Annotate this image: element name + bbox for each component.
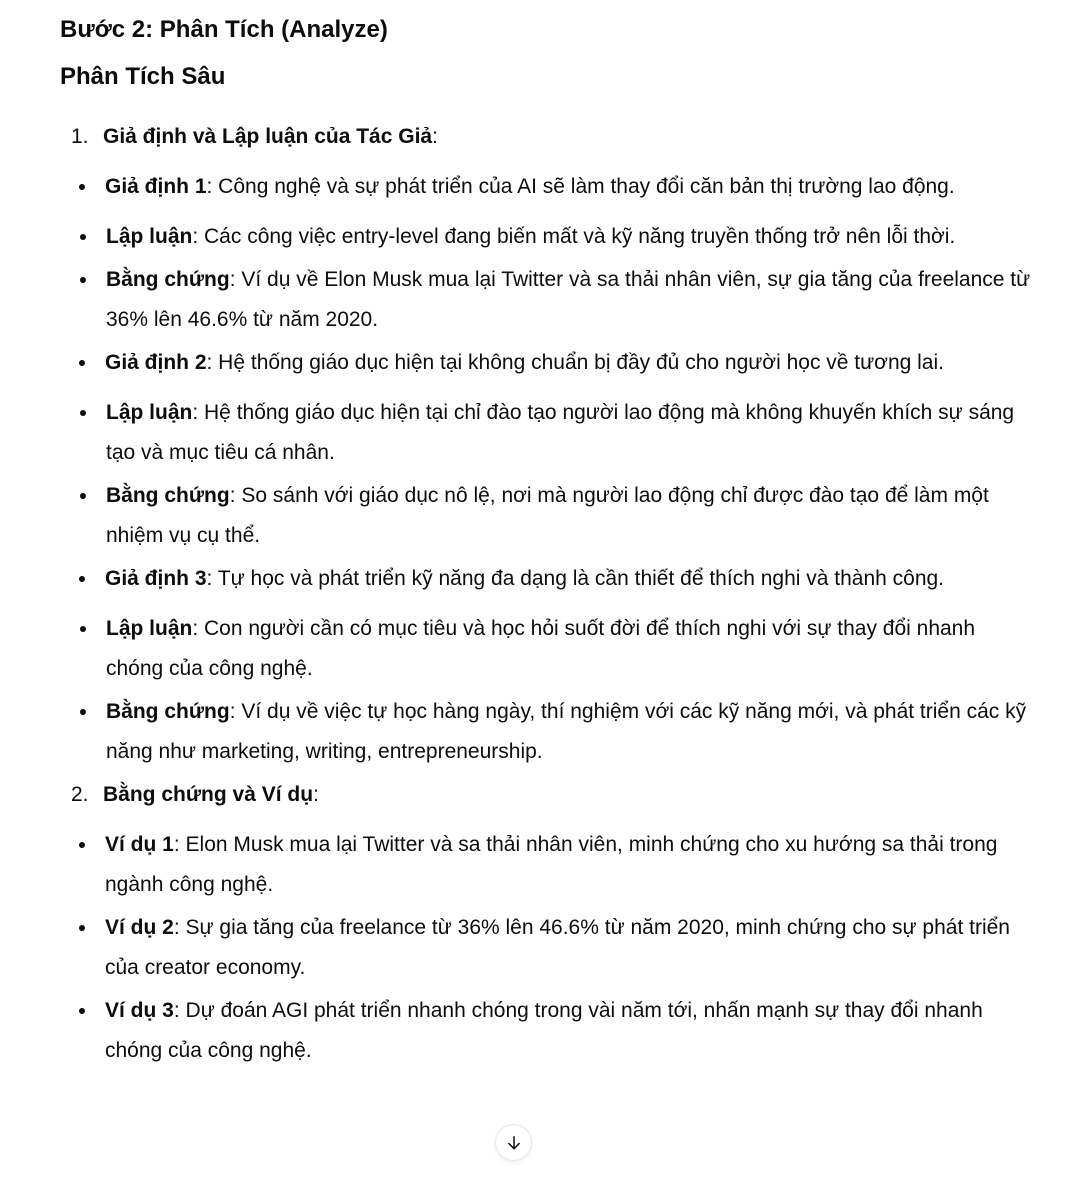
bullet-icon: [79, 925, 85, 931]
bullet-icon: [79, 1008, 85, 1014]
item-label: Lập luận: [106, 401, 193, 424]
list-item-row: [60, 343, 1035, 383]
item-text: [105, 343, 1035, 383]
list-item-row: [60, 117, 1035, 157]
list-item-row: [60, 217, 1035, 257]
list-item-row: [60, 991, 1035, 1071]
sub-list: [60, 393, 1035, 556]
list-item: [60, 559, 1035, 772]
bullet-icon: [79, 360, 85, 366]
bullet-marker: [60, 609, 106, 632]
item-label: Bằng chứng và Ví dụ: [103, 783, 314, 806]
sub-list: [60, 167, 1035, 772]
bullet-marker: [60, 692, 106, 715]
list-item: [60, 393, 1035, 473]
bullet-marker: [60, 343, 105, 366]
bullet-icon: [79, 576, 85, 582]
document-content: [60, 0, 1035, 1071]
item-body: : Hệ thống giáo dục hiện tại chỉ đào tạo người lao động mà không khuyến khích sự sáng tạo và mục tiêu cá nhân.: [106, 401, 1015, 464]
list-item-row: [60, 908, 1035, 988]
bullet-icon: [79, 184, 85, 190]
bullet-marker: [60, 825, 105, 848]
list-item: [60, 167, 1035, 340]
bullet-marker: [60, 991, 105, 1014]
bullet-icon: [80, 410, 86, 416]
step-heading: Bước 2: Phân Tích (Analyze): [60, 16, 388, 43]
item-body: : Dự đoán AGI phát triển nhanh chóng trong vài năm tới, nhấn mạnh sự thay đổi nhanh chóng của công nghệ.: [105, 999, 983, 1062]
list-item-row: [60, 476, 1035, 556]
item-text: [105, 559, 1035, 599]
item-text: [103, 775, 1035, 815]
item-body: : Sự gia tăng của freelance từ 36% lên 46.6% từ năm 2020, minh chứng cho sự phát triển của creator economy.: [105, 916, 1010, 979]
item-text: [106, 609, 1035, 689]
list-item-row: [60, 559, 1035, 599]
item-label: Bằng chứng: [106, 268, 230, 291]
item-body: : Công nghệ và sự phát triển của AI sẽ làm thay đổi căn bản thị trường lao động.: [206, 175, 955, 198]
item-body: :: [432, 125, 438, 148]
item-label: Ví dụ 3: [105, 999, 174, 1022]
list-item: [60, 117, 1035, 772]
list-item-row: [60, 825, 1035, 905]
item-text: [105, 908, 1035, 988]
item-label: Giả định 2: [105, 351, 207, 374]
item-body: : Ví dụ về Elon Musk mua lại Twitter và sa thải nhân viên, sự gia tăng của freelance từ 36% lên 46.6% từ năm 2020.: [106, 268, 1031, 331]
list-item: [60, 991, 1035, 1071]
item-body: : Elon Musk mua lại Twitter và sa thải nhân viên, minh chứng cho xu hướng sa thải trong ngành công nghệ.: [105, 833, 998, 896]
item-label: Giả định và Lập luận của Tác Giả: [103, 125, 433, 148]
bullet-marker: [60, 260, 106, 283]
list-item-row: [60, 393, 1035, 473]
list-item-row: [60, 609, 1035, 689]
item-label: Bằng chứng: [106, 700, 230, 723]
list-item: [60, 609, 1035, 689]
item-body: : So sánh với giáo dục nô lệ, nơi mà người lao động chỉ được đào tạo để làm một nhiệm vụ cụ thể.: [106, 484, 989, 547]
bullet-icon: [80, 277, 86, 283]
list-item: [60, 217, 1035, 257]
item-text: [103, 117, 1035, 157]
bullet-marker: [60, 476, 106, 499]
arrow-down-icon: [504, 1133, 524, 1153]
list-item-row: [60, 260, 1035, 340]
number-marker: 1.: [71, 125, 89, 148]
bullet-marker: [60, 393, 106, 416]
item-text: [106, 260, 1035, 340]
bullet-icon: [80, 234, 86, 240]
bullet-marker: [60, 167, 105, 190]
item-label: Ví dụ 2: [105, 916, 174, 939]
item-label: Giả định 3: [105, 567, 207, 590]
item-label: Giả định 1: [105, 175, 207, 198]
sub-list: [60, 217, 1035, 340]
section-heading: Phân Tích Sâu: [60, 63, 226, 90]
item-label: Bằng chứng: [106, 484, 230, 507]
item-text: [106, 393, 1035, 473]
item-label: Lập luận: [106, 617, 193, 640]
bullet-icon: [80, 709, 86, 715]
list-item-row: [60, 167, 1035, 207]
number-marker: 2.: [71, 783, 89, 806]
item-text: [105, 991, 1035, 1071]
item-text: [106, 476, 1035, 556]
item-body: : Con người cần có mục tiêu và học hỏi suốt đời để thích nghi với sự thay đổi nhanh chóng của công nghệ.: [106, 617, 976, 680]
sub-list: [60, 825, 1035, 1071]
item-body: : Hệ thống giáo dục hiện tại không chuẩn bị đầy đủ cho người học về tương lai.: [206, 351, 944, 374]
item-text: [106, 692, 1035, 772]
list-item: [60, 908, 1035, 988]
list-item: [60, 260, 1035, 340]
item-text: [105, 167, 1035, 207]
item-label: Ví dụ 1: [105, 833, 174, 856]
list-item: [60, 692, 1035, 772]
sub-list: [60, 609, 1035, 772]
list-item: [60, 343, 1035, 556]
item-text: [106, 217, 1035, 257]
item-text: [105, 825, 1035, 905]
list-item-row: [60, 692, 1035, 772]
list-item-row: [60, 775, 1035, 815]
item-body: : Tự học và phát triển kỹ năng đa dạng là cần thiết để thích nghi và thành công.: [206, 567, 945, 590]
item-body: : Các công việc entry-level đang biến mất và kỹ năng truyền thống trở nên lỗi thời.: [192, 225, 956, 248]
scroll-to-bottom-button[interactable]: [495, 1124, 532, 1161]
list-item: [60, 825, 1035, 905]
item-body: :: [313, 783, 319, 806]
bullet-icon: [79, 842, 85, 848]
item-label: Lập luận: [106, 225, 193, 248]
bullet-marker: [60, 559, 105, 582]
bullet-icon: [80, 626, 86, 632]
list-item: [60, 775, 1035, 1071]
list-item: [60, 476, 1035, 556]
bullet-marker: [60, 908, 105, 931]
bullet-icon: [80, 493, 86, 499]
item-body: : Ví dụ về việc tự học hàng ngày, thí nghiệm với các kỹ năng mới, và phát triển các kỹ năng như marketing, writing, entrepreneurship.: [106, 700, 1027, 763]
bullet-marker: [60, 217, 106, 240]
outline-list: [60, 117, 1035, 1071]
